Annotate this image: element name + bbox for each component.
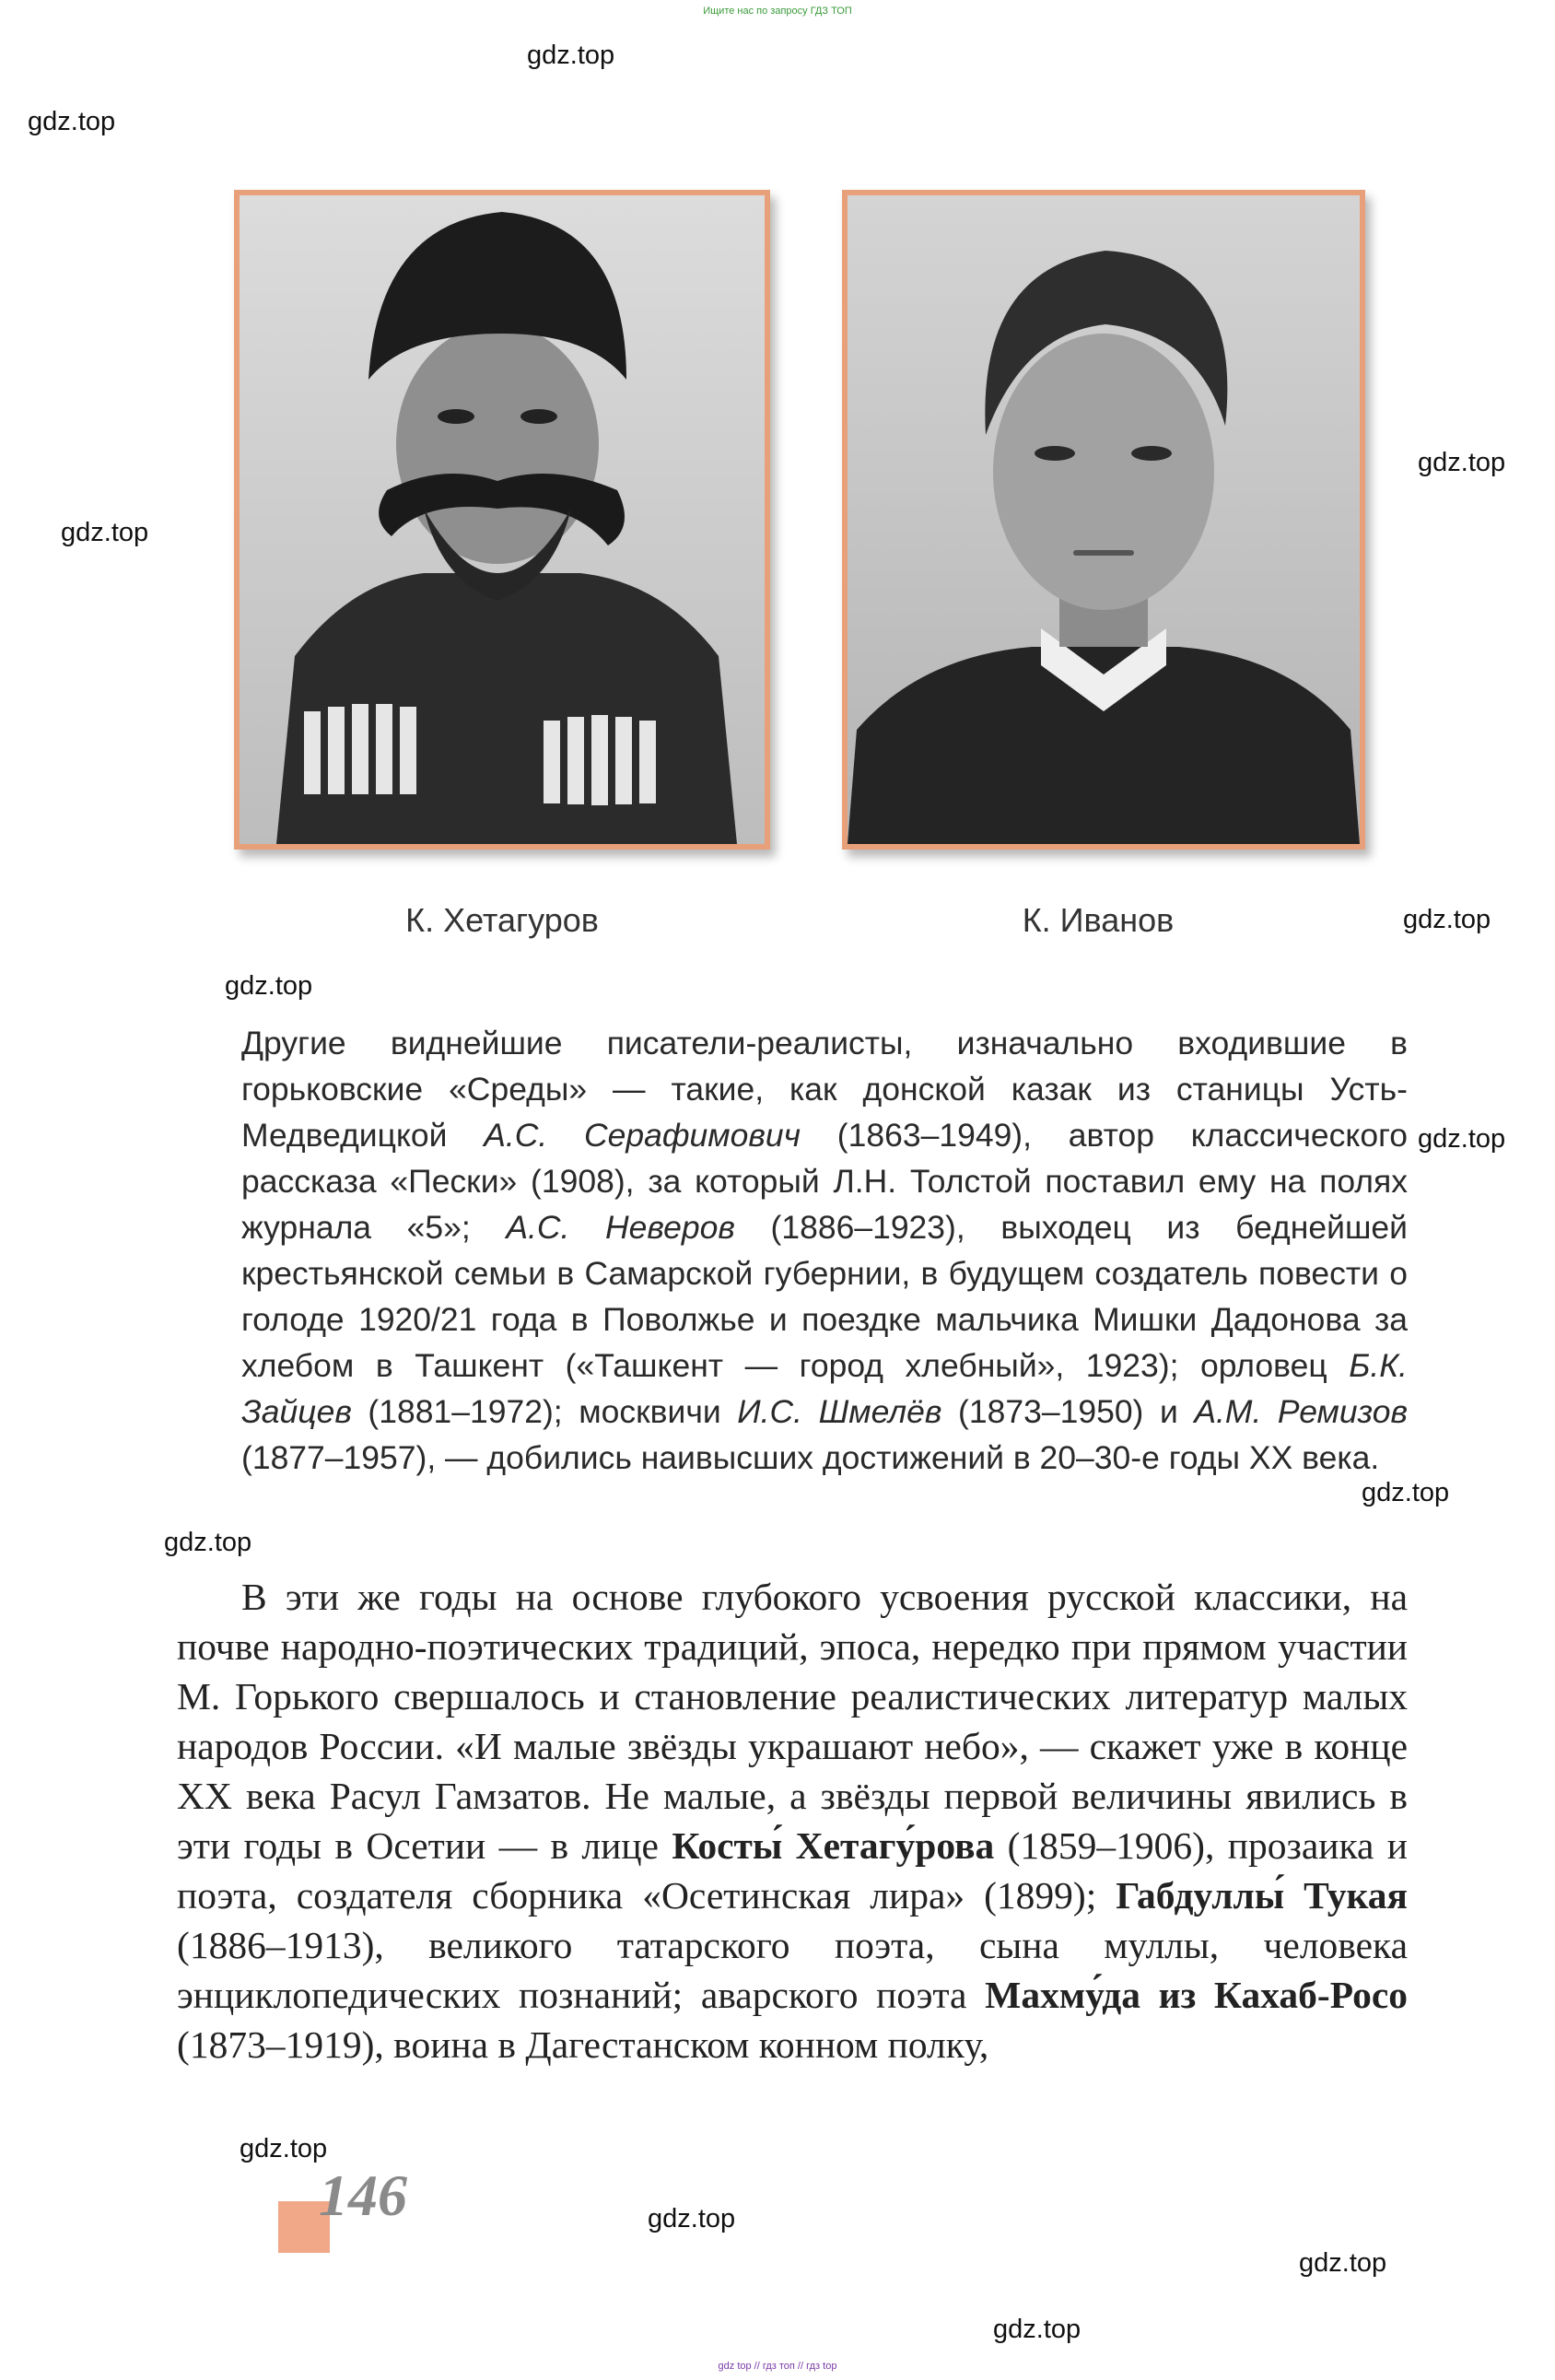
watermark: gdz.top [28, 107, 116, 136]
watermark: gdz.top [527, 41, 615, 70]
portrait-caption: К. Хетагуров [405, 901, 599, 939]
watermark: gdz.top [993, 2315, 1081, 2344]
watermark: gdz.top [225, 971, 313, 1001]
watermark: gdz.top [1418, 1124, 1506, 1154]
page-number: 146 [319, 2163, 407, 2228]
watermark: gdz.top [1418, 448, 1506, 477]
main-paragraph: В эти же годы на основе глубокого усвоения русской классики, на почве народно-поэтических традиций, эпоса, нередко при прямом участии М. Горького свершалось и становление реалистических литератур малых народов России. «И малые звёзды украшают небо», — скажет уже в конце XX века Расул Гамзатов. Не малые, а звёзды первой величины явились в эти годы в Осетии — в лице Косты́ Хетагу́рова (1859–1906), прозаика и поэта, создателя сборника «Осетинская лира» (1899); Габдуллы́ Тукая (1886–1913), великого татарского поэта, сына муллы, человека энциклопедических познаний; аварского поэта Махму́да из Кахаб-Росо (1873–1919), воина в Дагестанском конном полку, [177, 1576, 1408, 2066]
portrait-khetagurov [234, 190, 770, 850]
watermark: gdz.top [648, 2204, 736, 2233]
watermark: gdz.top [1362, 1478, 1450, 1507]
portrait-ivanov [842, 190, 1365, 850]
watermark: gdz.top [1403, 905, 1491, 934]
watermark: gdz.top [1299, 2248, 1387, 2278]
sidebar-paragraph: Другие виднейшие писатели-реалисты, изначально входившие в горьковские «Среды» — такие, как донской казак из станицы Усть-Медведицкой А.С. Серафимович (1863–1949), автор классического рассказа «Пески» (1908), за который Л.Н. Толстой поставил ему на полях журнала «5»; А.С. Неверов (1886–1923), выходец из беднейшей крестьянской семьи в Самарской губернии, в будущем создатель повести о голоде 1920/21 года в Поволжье и поездке мальчика Мишки Дадонова за хлебом в Ташкент («Ташкент — город хлебный», 1923); орловец Б.К. Зайцев (1881–1972); москвичи И.С. Шмелёв (1873–1950) и А.М. Ремизов (1877–1957), — добились наивысших достижений в 20–30-е годы XX века. [241, 1025, 1409, 1476]
watermark: gdz.top [61, 518, 149, 547]
watermark: gdz.top [164, 1528, 252, 1557]
header-search-note: Ищите нас по запросу ГДЗ ТОП [703, 6, 852, 17]
watermark: gdz.top [240, 2134, 328, 2163]
portrait-caption: К. Иванов [1022, 901, 1175, 939]
footer-note: gdz top // гдз топ // гдз top [718, 2361, 837, 2372]
